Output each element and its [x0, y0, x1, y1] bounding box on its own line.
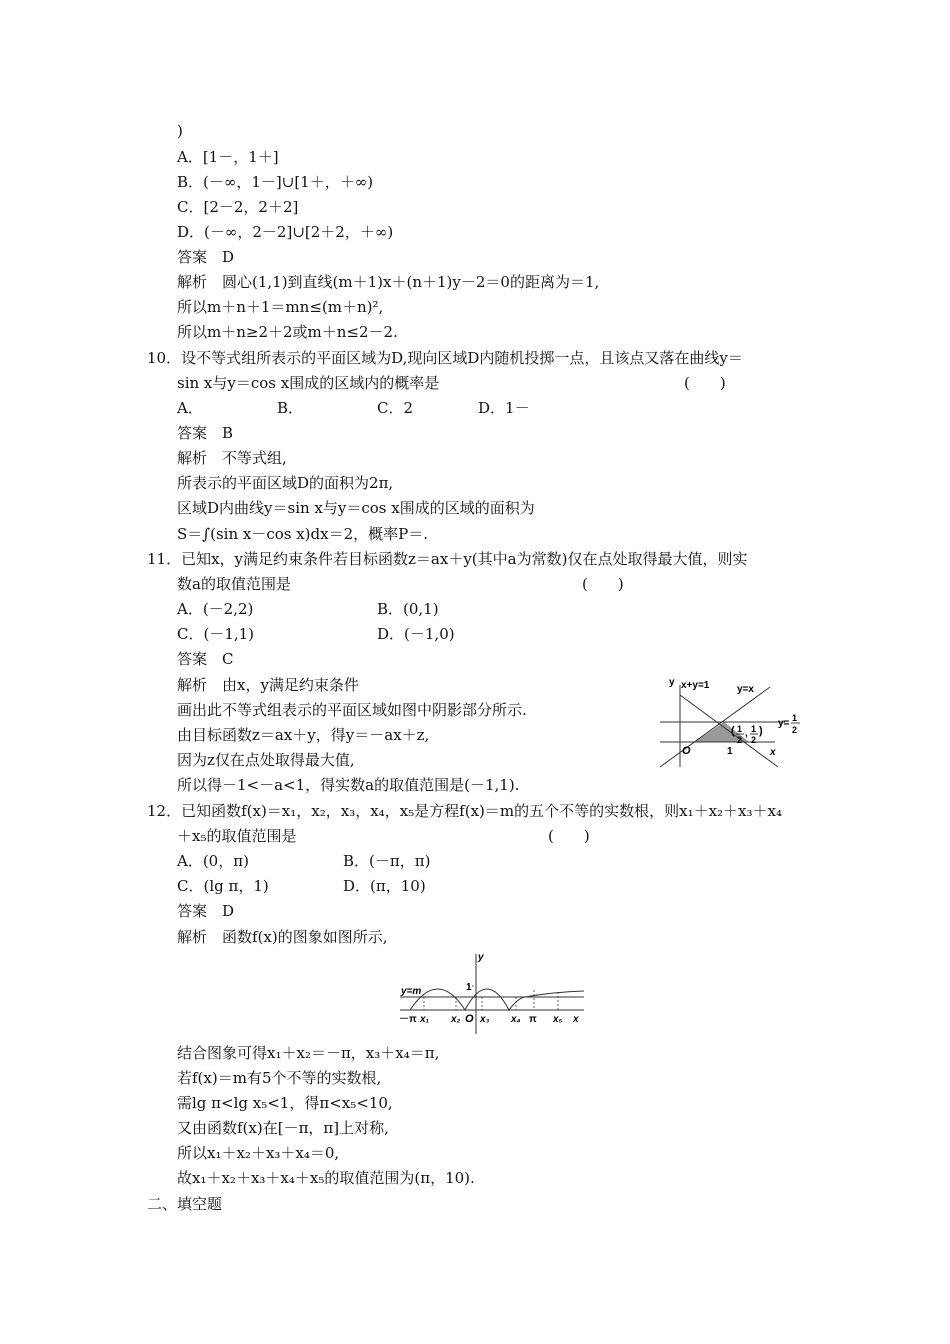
fig11-line2-label: y=x [737, 684, 754, 695]
fig12-x-label: x [573, 1014, 579, 1025]
fig11-point-close: ) [759, 725, 763, 737]
fig11-one-label: 1 [727, 746, 733, 757]
q11-explanation-1: 解析 由x，y满足约束条件 [177, 676, 359, 694]
q12-explanation-7: 故x₁＋x₂＋x₃＋x₄＋x₅的取值范围为(π，10). [177, 1169, 475, 1187]
q10-answer-blank: ( ) [684, 374, 726, 392]
q12-explanation-5: 又由函数f(x)在[－π，π]上对称, [177, 1119, 389, 1137]
q9-option-c: C．[2－2，2＋2] [177, 198, 299, 216]
section-heading-fill-in: 二、填空题 [147, 1195, 223, 1213]
q10-option-c: C．2 [377, 399, 414, 417]
fig12-one-label: 1 [466, 982, 472, 993]
q10-answer: 答案 B [177, 424, 234, 442]
fig12-negpi-label: －π [399, 1014, 417, 1025]
q12-option-a: A．(0，π) [177, 852, 249, 870]
q12-option-b: B．(－π，π) [343, 852, 431, 870]
q10-option-d: D．1－ [478, 399, 530, 417]
fig12-x2-label: x₂ [451, 1014, 461, 1025]
q11-explanation-4: 因为z仅在点处取得最大值, [177, 751, 355, 769]
fig12-x3-label: x₃ [480, 1014, 490, 1025]
q12-answer-blank: ( ) [548, 827, 590, 845]
q9-explanation-2: 所以m＋n＋1＝mn≤(m＋n)², [177, 298, 384, 316]
q11-stem-line-1: 11．已知x，y满足约束条件若目标函数z＝ax＋y(其中a为常数)仅在点处取得最大值，则实 [147, 550, 748, 568]
fig12-pi-label: π [529, 1014, 537, 1025]
q11-option-d: D．(－1,0) [377, 625, 455, 643]
q12-explanation-6: 所以x₁＋x₂＋x₃＋x₄＝0, [177, 1144, 340, 1162]
fig12-ym-label: y=m [401, 986, 422, 997]
q9-option-a: A．[1－，1＋] [177, 148, 279, 166]
q12-answer: 答案 D [177, 902, 235, 920]
q11-stem-line-2: 数a的取值范围是 [177, 575, 291, 593]
q9-option-d: D．(－∞，2－2]∪[2＋2，＋∞) [177, 223, 394, 241]
q12-explanation-2: 结合图象可得x₁＋x₂＝－π，x₃＋x₄＝π, [177, 1044, 440, 1062]
q11-option-b: B．(0,1) [377, 600, 439, 618]
q11-explanation-3: 由目标函数z＝ax＋y，得y＝－ax＋z, [177, 726, 430, 744]
fig11-line1-label: x+y=1 [681, 680, 710, 691]
fig11-point-den2: 2 [751, 735, 757, 745]
q12-option-d: D．(π，10) [343, 877, 426, 895]
fig12-x1-label: x₁ [420, 1014, 430, 1025]
fig11-x-label: x [770, 747, 776, 758]
q10-explanation-1: 解析 不等式组, [177, 449, 287, 467]
fig11-line3-den: 2 [792, 725, 798, 735]
q10-stem-line-1: 10．设不等式组所表示的平面区域为D,现向区域D内随机投掷一点，且该点又落在曲线y＝ [147, 349, 743, 367]
q12-stem-line-1: 12．已知函数f(x)＝x₁，x₂，x₃，x₄，x₅是方程f(x)＝m的五个不等的实数根，则x₁＋x₂＋x₃＋x₄ [147, 802, 782, 820]
q12-option-c: C．(lg π，1) [177, 877, 269, 895]
q11-explanation-5: 所以得－1<－a<1，得实数a的取值范围是(－1,1). [177, 776, 520, 794]
q12-stem-line-2: ＋x₅的取值范围是 [177, 827, 297, 845]
q12-explanation-3: 若f(x)＝m有5个不等的实数根, [177, 1069, 382, 1087]
fig11-point-num2: 1 [751, 724, 757, 734]
q12-function-graph-figure [398, 950, 588, 1035]
fig11-point-den1: 2 [737, 735, 743, 745]
q9-explanation-3: 所以m＋n≥2＋2或m＋n≤2－2. [177, 323, 398, 341]
fig11-point-num1: 1 [737, 724, 743, 734]
q11-option-c: C．(－1,1) [177, 625, 255, 643]
fig11-y-label: y [669, 677, 675, 688]
q9-explanation-1: 解析 圆心(1,1)到直线(m＋1)x＋(n＋1)y－2＝0的距离为＝1, [177, 273, 600, 291]
fig11-point-sep: , [745, 728, 748, 739]
q12-explanation-1: 解析 函数f(x)的图象如图所示, [177, 928, 388, 946]
fig11-origin-label: O [682, 745, 691, 757]
q10-option-a: A． [177, 399, 203, 417]
fig11-line3-num: 1 [792, 713, 798, 723]
q9-continuation: ) [177, 122, 183, 140]
q10-explanation-4: S＝∫(sin x－cos x)dx＝2，概率P＝. [177, 525, 429, 543]
q11-answer-blank: ( ) [582, 575, 624, 593]
q10-explanation-2: 所表示的平面区域D的面积为2π, [177, 474, 394, 492]
fig12-origin-label: O [465, 1013, 474, 1025]
fig12-x5-label: x₅ [553, 1014, 563, 1025]
q10-stem-line-2: sin x与y＝cos x围成的区域内的概率是 [177, 374, 440, 392]
q10-explanation-3: 区域D内曲线y＝sin x与y＝cos x围成的区域的面积为 [177, 499, 535, 517]
fig11-point-open: ( [731, 725, 735, 737]
q9-option-b: B．(－∞，1－]∪[1＋，＋∞) [177, 173, 374, 191]
q11-answer: 答案 C [177, 650, 234, 668]
q12-explanation-4: 需lg π<lg x₅<1，得π<x₅<10, [177, 1094, 393, 1112]
fig11-line3-label: y= [778, 718, 790, 729]
q11-feasible-region-figure [655, 675, 810, 770]
q9-answer: 答案 D [177, 248, 235, 266]
q11-explanation-2: 画出此不等式组表示的平面区域如图中阴影部分所示. [177, 701, 527, 719]
fig12-y-label: y [478, 952, 484, 963]
q10-option-b: B． [277, 399, 304, 417]
fig12-x4-label: x₄ [511, 1014, 521, 1025]
q11-option-a: A．(－2,2) [177, 600, 254, 618]
